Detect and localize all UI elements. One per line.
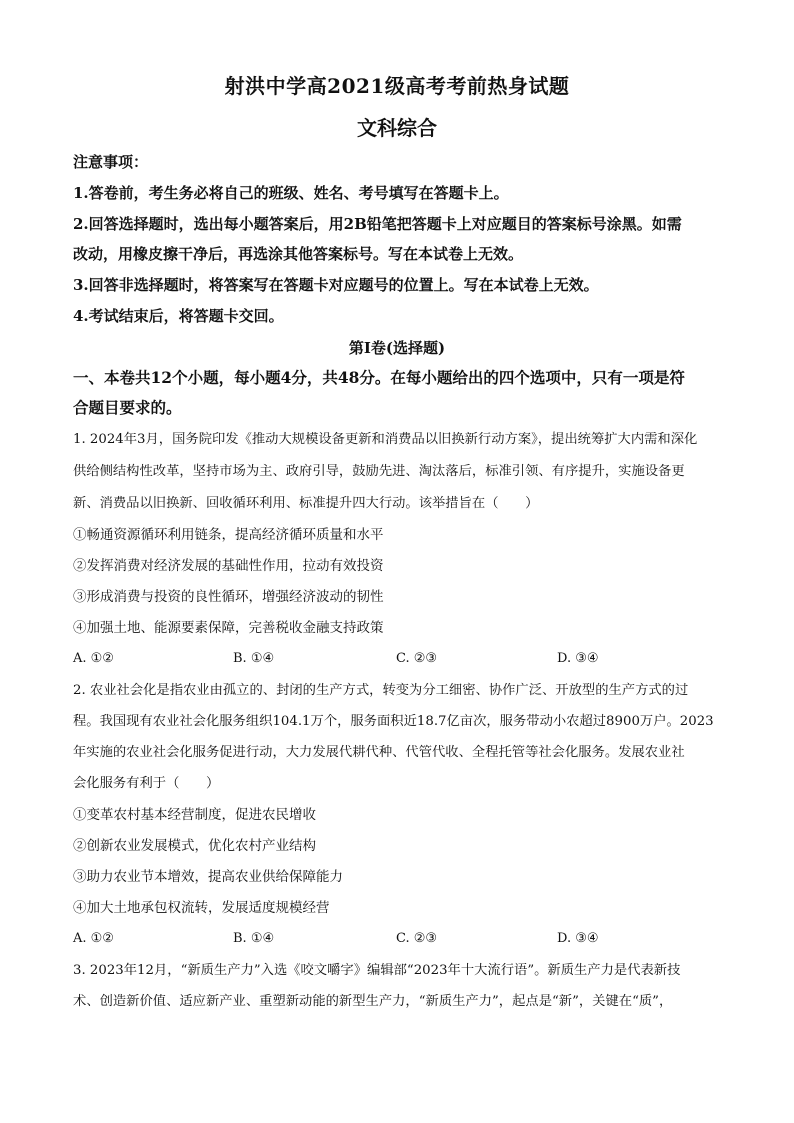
question-1-stem: 新、消费品以旧换新、回收循环利用、标准提升四大行动。该举措旨在（ ） [73, 496, 539, 511]
question-2-stem: 年实施的农业社会化服务促进行动，大力发展代耕代种、代管代收、全程托管等社会化服务。发展农业社 [73, 745, 685, 760]
question-2-stem: 2. 农业社会化是指农业由孤立的、封闭的生产方式，转变为分工细密、协作广泛、开放型的生产方式的过 [73, 683, 689, 698]
question-2-stem: 程。我国现有农业社会化服务组织104.1万个，服务面积近18.7亿亩次，服务带动小农超过8900万户。2023 [73, 714, 714, 729]
question-3-stem: 3. 2023年12月，“新质生产力”入选《咬文嚼字》编辑部“2023年十大流行语”。新质生产力是代表新技 [73, 963, 681, 978]
section-instruction: 合题目要求的。 [73, 398, 182, 417]
question-1-option-b: B. ①④ [233, 651, 275, 666]
question-2-option-b: B. ①④ [233, 931, 275, 946]
section-instruction: 一、本卷共12个小题，每小题4分，共48分。在每小题给出的四个选项中，只有一项是符 [73, 368, 685, 387]
question-1-stem: 1. 2024年3月，国务院印发《推动大规模设备更新和消费品以旧换新行动方案》，提出统筹扩大内需和深化 [73, 432, 698, 447]
notice-item: 改动，用橡皮擦干净后，再选涂其他答案标号。写在本试卷上无效。 [73, 245, 524, 263]
question-2-statement: ④加大土地承包权流转，发展适度规模经营 [73, 900, 330, 916]
question-1-statement: ④加强土地、能源要素保障，完善税收金融支持政策 [73, 620, 384, 636]
notice-item: 2.回答选择题时，选出每小题答案后，用2B铅笔把答题卡上对应题目的答案标号涂黑。如需 [73, 215, 682, 233]
notice-item: 1.答卷前，考生务必将自己的班级、姓名、考号填写在答题卡上。 [73, 184, 509, 202]
question-1-statement: ①畅通资源循环利用链条，提高经济循环质量和水平 [73, 527, 384, 543]
question-2-statement: ②创新农业发展模式，优化农村产业结构 [73, 838, 316, 854]
section-title: 第Ⅰ卷(选择题) [348, 339, 446, 357]
question-1-option-c: C. ②③ [396, 651, 438, 666]
exam-subtitle: 文科综合 [357, 116, 437, 140]
question-1-option-a: A. ①② [73, 651, 114, 666]
question-2-option-a: A. ①② [73, 931, 114, 946]
question-1-option-d: D. ③④ [557, 651, 599, 666]
question-1-statement: ②发挥消费对经济发展的基础性作用，拉动有效投资 [73, 558, 384, 574]
exam-title: 射洪中学高2021级高考考前热身试题 [224, 74, 570, 98]
notice-item: 3.回答非选择题时，将答案写在答题卡对应题号的位置上。写在本试卷上无效。 [73, 276, 599, 294]
notice-heading: 注意事项： [73, 153, 149, 171]
question-2-statement: ③助力农业节本增效，提高农业供给保障能力 [73, 869, 343, 885]
question-2-option-d: D. ③④ [557, 931, 599, 946]
question-1-stem: 供给侧结构性改革，坚持市场为主、政府引导，鼓励先进、淘汰落后，标准引领、有序提升，实施设备更 [73, 464, 685, 479]
question-2-option-c: C. ②③ [396, 931, 438, 946]
question-2-statement: ①变革农村基本经营制度，促进农民增收 [73, 807, 316, 823]
question-3-stem: 术、创造新价值、适应新产业、重塑新动能的新型生产力，“新质生产力”，起点是“新”，关键在“质”， [73, 994, 673, 1009]
question-1-statement: ③形成消费与投资的良性循环，增强经济波动的韧性 [73, 589, 384, 605]
notice-item: 4.考试结束后，将答题卡交回。 [73, 307, 284, 325]
question-2-stem: 会化服务有利于（ ） [73, 776, 220, 791]
